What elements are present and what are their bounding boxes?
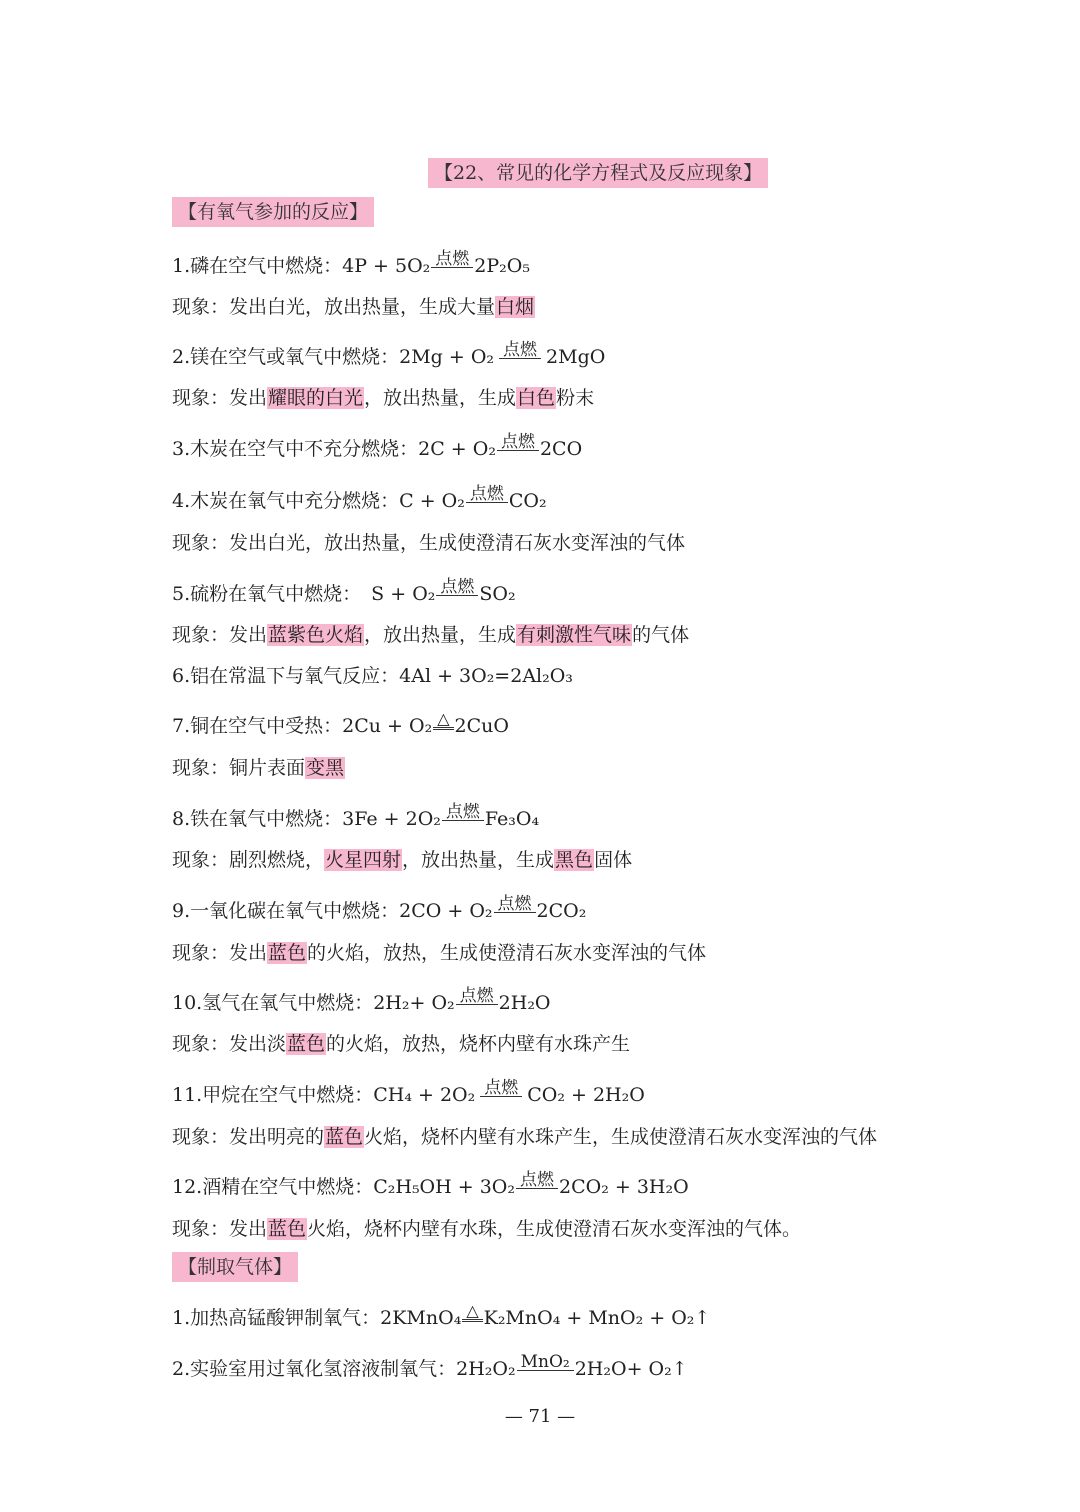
reaction-label: 4.木炭在氧气中充分燃烧： bbox=[172, 490, 400, 512]
reaction-8 bbox=[172, 802, 540, 832]
page-number: — 71 — bbox=[504, 1406, 576, 1427]
equation-right: 2P₂O₅ bbox=[474, 255, 530, 277]
section-title-oxygen-reactions: 【有氧气参加的反应】 bbox=[172, 197, 374, 227]
reaction-6 bbox=[172, 663, 573, 689]
reaction-label: 2.镁在空气或氧气中燃烧： bbox=[172, 346, 400, 368]
reaction-5 bbox=[172, 577, 516, 607]
reaction-12 bbox=[172, 1170, 689, 1200]
reaction-condition: 点燃 bbox=[516, 1173, 558, 1189]
phenomenon-text: 火焰，烧杯内壁有水珠产生，生成使澄清石灰水变浑浊的气体 bbox=[364, 1126, 878, 1148]
phenomenon-8 bbox=[172, 847, 632, 873]
equation-left: CH₄ + 2O₂ bbox=[373, 1084, 476, 1106]
equation-right: 2H₂O bbox=[498, 992, 551, 1014]
phenomenon-9 bbox=[172, 940, 706, 966]
equation-left: 2H₂O₂ bbox=[456, 1358, 516, 1380]
reaction-label: 9.一氧化碳在氧气中燃烧： bbox=[172, 900, 400, 922]
phenomenon-text: 的火焰，放热，生成使澄清石灰水变浑浊的气体 bbox=[307, 942, 707, 964]
reaction-condition: 点燃 bbox=[442, 805, 484, 821]
phenomenon-text: 现象：发出 bbox=[172, 624, 268, 646]
phenomenon-text: 的火焰，放热，烧杯内壁有水珠产生 bbox=[326, 1033, 631, 1055]
equation-right: 2CuO bbox=[454, 715, 509, 737]
phenomenon-11 bbox=[172, 1124, 877, 1150]
highlight: 蓝色 bbox=[268, 942, 307, 964]
phenomenon-5 bbox=[172, 622, 689, 648]
reaction-label: 1.加热高锰酸钾制氧气： bbox=[172, 1307, 381, 1329]
reaction-label: 11.甲烷在空气中燃烧： bbox=[172, 1084, 374, 1106]
phenomenon-10 bbox=[172, 1031, 630, 1057]
equation-right: CO₂ + 2H₂O bbox=[527, 1084, 645, 1106]
reaction-1 bbox=[172, 249, 530, 279]
equation-right: CO₂ bbox=[508, 490, 547, 512]
highlight: 有刺激性气味 bbox=[517, 624, 632, 646]
phenomenon-4 bbox=[172, 530, 685, 556]
highlight: 火星四射 bbox=[325, 849, 402, 871]
phenomenon-text: 现象：发出 bbox=[172, 942, 268, 964]
phenomenon-text: ，放出热量，生成 bbox=[402, 849, 555, 871]
reaction-condition: 点燃 bbox=[497, 435, 539, 451]
phenomenon-text: 现象：发出明亮的 bbox=[172, 1126, 325, 1148]
equation-left: 3Fe + 2O₂ bbox=[342, 808, 441, 830]
phenomenon-12 bbox=[172, 1216, 801, 1242]
equation-left: C₂H₅OH + 3O₂ bbox=[373, 1176, 515, 1198]
highlight: 黑色 bbox=[555, 849, 594, 871]
reaction-condition: 点燃 bbox=[456, 989, 498, 1005]
phenomenon-text: 固体 bbox=[594, 849, 633, 871]
reaction-10 bbox=[172, 986, 551, 1016]
reaction-11 bbox=[172, 1078, 645, 1108]
equation: 4Al + 3O₂=2Al₂O₃ bbox=[399, 665, 573, 687]
equation-right: K₂MnO₄ + MnO₂ + O₂↑ bbox=[483, 1307, 711, 1329]
reaction-label: 1.磷在空气中燃烧： bbox=[172, 255, 343, 277]
equation-right: 2MgO bbox=[546, 346, 606, 368]
phenomenon-text: 现象：铜片表面 bbox=[172, 757, 306, 779]
highlight: 白色 bbox=[517, 387, 556, 409]
equation-right: 2CO₂ bbox=[536, 900, 587, 922]
highlight: 蓝紫色火焰 bbox=[268, 624, 364, 646]
phenomenon-text: 现象：发出 bbox=[172, 387, 268, 409]
reaction-label: 7.铜在空气中受热： bbox=[172, 715, 343, 737]
reaction-condition: 点燃 bbox=[494, 897, 536, 913]
catalyst-condition: MnO₂ bbox=[517, 1355, 574, 1371]
reaction-label: 10.氢气在氧气中燃烧： bbox=[172, 992, 374, 1014]
reaction-label: 6.铝在常温下与氧气反应： bbox=[172, 665, 400, 687]
heat-condition-icon: △ bbox=[462, 1304, 482, 1322]
equation-right: 2CO₂ + 3H₂O bbox=[559, 1176, 689, 1198]
reaction-label: 2.实验室用过氧化氢溶液制氧气： bbox=[172, 1358, 457, 1380]
highlight: 蓝色 bbox=[287, 1033, 326, 1055]
reaction-condition: 点燃 bbox=[436, 580, 478, 596]
highlight: 变黑 bbox=[306, 757, 345, 779]
reaction-4 bbox=[172, 484, 547, 514]
reaction-label: 8.铁在氧气中燃烧： bbox=[172, 808, 343, 830]
reaction-label: 3.木炭在空气中不充分燃烧： bbox=[172, 438, 419, 460]
phenomenon-text: 现象：发出淡 bbox=[172, 1033, 287, 1055]
section-title-gas-preparation: 【制取气体】 bbox=[172, 1252, 298, 1282]
reaction-condition: 点燃 bbox=[466, 487, 508, 503]
equation-left: 2H₂+ O₂ bbox=[373, 992, 455, 1014]
equation-right: Fe₃O₄ bbox=[484, 808, 540, 830]
phenomenon-1 bbox=[172, 294, 535, 320]
phenomenon-text: 现象：发出 bbox=[172, 1218, 268, 1240]
highlight: 耀眼的白光 bbox=[268, 387, 364, 409]
reaction-9 bbox=[172, 894, 587, 924]
phenomenon-text: ，放出热量，生成 bbox=[364, 624, 517, 646]
reaction-3 bbox=[172, 432, 583, 462]
reaction-condition: 点燃 bbox=[431, 252, 473, 268]
phenomenon-text: 粉末 bbox=[556, 387, 595, 409]
page-title: 【22、常见的化学方程式及反应现象】 bbox=[428, 158, 768, 188]
phenomenon-2 bbox=[172, 385, 594, 411]
gas-reaction-2 bbox=[172, 1352, 688, 1382]
equation-left: C + O₂ bbox=[399, 490, 465, 512]
gas-reaction-1 bbox=[172, 1301, 711, 1331]
equation-right: 2CO bbox=[539, 438, 583, 460]
highlight: 白烟 bbox=[496, 296, 535, 318]
reaction-label: 12.酒精在空气中燃烧： bbox=[172, 1176, 374, 1198]
reaction-label: 5.硫粉在氧气中燃烧： bbox=[172, 583, 362, 605]
equation-left: 2C + O₂ bbox=[418, 438, 496, 460]
equation-left: 2Mg + O₂ bbox=[399, 346, 495, 368]
equation-right: SO₂ bbox=[479, 583, 516, 605]
equation-left: 2Cu + O₂ bbox=[342, 715, 433, 737]
reaction-condition: 点燃 bbox=[499, 343, 541, 359]
reaction-7 bbox=[172, 709, 509, 739]
highlight: 蓝色 bbox=[268, 1218, 307, 1240]
phenomenon-text: 火焰，烧杯内壁有水珠，生成使澄清石灰水变浑浊的气体。 bbox=[307, 1218, 802, 1240]
equation-left: 2CO + O₂ bbox=[399, 900, 493, 922]
phenomenon-text: 现象：剧烈燃烧， bbox=[172, 849, 325, 871]
heat-condition-icon: △ bbox=[433, 712, 453, 730]
phenomenon-text: 现象：发出白光，放出热量，生成大量 bbox=[172, 296, 496, 318]
phenomenon-text: 的气体 bbox=[632, 624, 690, 646]
equation-left: S + O₂ bbox=[365, 583, 436, 605]
highlight: 蓝色 bbox=[325, 1126, 364, 1148]
equation-right: 2H₂O+ O₂↑ bbox=[574, 1358, 688, 1380]
reaction-condition: 点燃 bbox=[480, 1081, 522, 1097]
equation-left: 4P + 5O₂ bbox=[342, 255, 431, 277]
phenomenon-text: 现象：发出白光，放出热量，生成使澄清石灰水变浑浊的气体 bbox=[172, 532, 686, 554]
equation-left: 2KMnO₄ bbox=[380, 1307, 462, 1329]
phenomenon-7 bbox=[172, 755, 345, 781]
reaction-2 bbox=[172, 340, 606, 370]
phenomenon-text: ，放出热量，生成 bbox=[364, 387, 517, 409]
